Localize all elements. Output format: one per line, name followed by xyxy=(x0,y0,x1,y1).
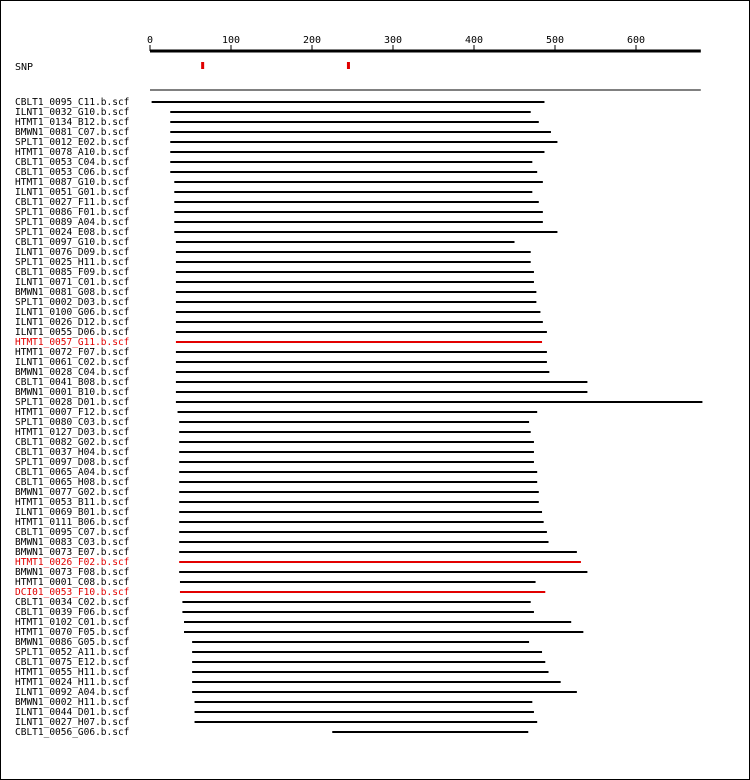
read-name[interactable]: ILNT1_0076_D09.b.scf xyxy=(15,247,130,258)
read-name[interactable]: ILNT1_0051_G01.b.scf xyxy=(15,187,130,198)
read-name[interactable]: DCI01_0053_F10.b.scf xyxy=(15,587,130,598)
ruler-tick-label: 400 xyxy=(464,35,484,46)
read-alignments xyxy=(15,97,702,738)
read-name[interactable]: ILNT1_0055_D06.b.scf xyxy=(15,327,130,338)
read-name[interactable]: CBLT1_0027_F11.b.scf xyxy=(15,197,130,208)
read-name[interactable]: ILNT1_0044_D01.b.scf xyxy=(15,707,130,718)
read-name[interactable]: HTMT1_0007_F12.b.scf xyxy=(15,407,130,418)
read-name[interactable]: BMWN1_0081_G08.b.scf xyxy=(15,287,130,298)
read-row xyxy=(15,727,528,738)
read-name[interactable]: ILNT1_0027_H07.b.scf xyxy=(15,717,130,728)
read-name[interactable]: HTMT1_0127_D03.b.scf xyxy=(15,427,130,438)
read-name[interactable]: HTMT1_0026_F02.b.scf xyxy=(15,557,130,568)
read-name[interactable]: CBLT1_0041_B08.b.scf xyxy=(15,377,130,388)
read-name[interactable]: HTMT1_0134_B12.b.scf xyxy=(15,117,130,128)
ruler-tick-label: 600 xyxy=(626,35,646,46)
read-name[interactable]: ILNT1_0100_G06.b.scf xyxy=(15,307,130,318)
ruler-tick-label: 200 xyxy=(302,35,322,46)
position-ruler xyxy=(147,35,701,51)
read-name[interactable]: BMWN1_0083_C03.b.scf xyxy=(15,537,130,548)
read-name[interactable]: CBLT1_0082_G02.b.scf xyxy=(15,437,130,448)
read-name[interactable]: SPLT1_0080_C03.b.scf xyxy=(15,417,130,428)
read-name[interactable]: BMWN1_0028_C04.b.scf xyxy=(15,367,130,378)
read-name[interactable]: ILNT1_0069_B01.b.scf xyxy=(15,507,130,518)
read-name[interactable]: HTMT1_0102_C01.b.scf xyxy=(15,617,130,628)
read-name[interactable]: ILNT1_0032_G10.b.scf xyxy=(15,107,130,118)
read-name[interactable]: BMWN1_0001_B10.b.scf xyxy=(15,387,130,398)
read-name[interactable]: HTMT1_0072_F07.b.scf xyxy=(15,347,130,358)
read-name[interactable]: CBLT1_0053_C06.b.scf xyxy=(15,167,130,178)
read-name[interactable]: SPLT1_0052_A11.b.scf xyxy=(15,647,130,658)
read-name[interactable]: CBLT1_0056_G06.b.scf xyxy=(15,727,130,738)
read-name[interactable]: BMWN1_0073_F08.b.scf xyxy=(15,567,130,578)
ruler-tick-label: 0 xyxy=(146,35,154,46)
read-name[interactable]: CBLT1_0065_H08.b.scf xyxy=(15,477,130,488)
read-name[interactable]: CBLT1_0097_G10.b.scf xyxy=(15,237,130,248)
read-name[interactable]: CBLT1_0034_C02.b.scf xyxy=(15,597,130,608)
read-name[interactable]: HTMT1_0087_G10.b.scf xyxy=(15,177,130,188)
snp-marker xyxy=(201,62,204,69)
read-name[interactable]: SPLT1_0086_F01.b.scf xyxy=(15,207,130,218)
alignment-canvas xyxy=(1,1,749,779)
read-name[interactable]: ILNT1_0071_C01.b.scf xyxy=(15,277,130,288)
read-name[interactable]: ILNT1_0092_A04.b.scf xyxy=(15,687,130,698)
read-name[interactable]: HTMT1_0078_A10.b.scf xyxy=(15,147,130,158)
read-name[interactable]: BMWN1_0002_H11.b.scf xyxy=(15,697,130,708)
read-name[interactable]: CBLT1_0053_C04.b.scf xyxy=(15,157,130,168)
snp-label: SNP xyxy=(15,62,34,73)
read-name[interactable]: CBLT1_0095_C11.b.scf xyxy=(15,97,130,108)
read-name[interactable]: BMWN1_0073_E07.b.scf xyxy=(15,547,130,558)
read-name[interactable]: SPLT1_0024_E08.b.scf xyxy=(15,227,130,238)
ruler-tick-label: 100 xyxy=(221,35,241,46)
read-name[interactable]: CBLT1_0037_H04.b.scf xyxy=(15,447,130,458)
snp-track xyxy=(15,62,701,90)
read-name[interactable]: BMWN1_0081_C07.b.scf xyxy=(15,127,130,138)
read-name[interactable]: CBLT1_0039_F06.b.scf xyxy=(15,607,130,618)
ruler-tick-label: 500 xyxy=(545,35,565,46)
read-name[interactable]: ILNT1_0061_C02.b.scf xyxy=(15,357,130,368)
read-name[interactable]: HTMT1_0055_H11.b.scf xyxy=(15,667,130,678)
read-name[interactable]: HTMT1_0001_C08.b.scf xyxy=(15,577,130,588)
read-name[interactable]: BMWN1_0086_G05.b.scf xyxy=(15,637,130,648)
snp-marker xyxy=(347,62,350,69)
read-name[interactable]: SPLT1_0012_E02.b.scf xyxy=(15,137,130,148)
read-name[interactable]: BMWN1_0077_G02.b.scf xyxy=(15,487,130,498)
read-name[interactable]: HTMT1_0053_B11.b.scf xyxy=(15,497,130,508)
read-name[interactable]: ILNT1_0026_D12.b.scf xyxy=(15,317,130,328)
read-name[interactable]: CBLT1_0065_A04.b.scf xyxy=(15,467,130,478)
read-name[interactable]: SPLT1_0002_D03.b.scf xyxy=(15,297,130,308)
read-name[interactable]: CBLT1_0075_E12.b.scf xyxy=(15,657,130,668)
read-name[interactable]: HTMT1_0111_B06.b.scf xyxy=(15,517,130,528)
read-name[interactable]: HTMT1_0070_F05.b.scf xyxy=(15,627,130,638)
read-name[interactable]: CBLT1_0095_C07.b.scf xyxy=(15,527,130,538)
read-name[interactable]: SPLT1_0089_A04.b.scf xyxy=(15,217,130,228)
read-name[interactable]: HTMT1_0057_G11.b.scf xyxy=(15,337,130,348)
read-name[interactable]: HTMT1_0024_H11.b.scf xyxy=(15,677,130,688)
read-name[interactable]: SPLT1_0028_D01.b.scf xyxy=(15,397,130,408)
read-name[interactable]: CBLT1_0085_F09.b.scf xyxy=(15,267,130,278)
read-name[interactable]: SPLT1_0097_D08.b.scf xyxy=(15,457,130,468)
read-name[interactable]: SPLT1_0025_H11.b.scf xyxy=(15,257,130,268)
ruler-tick-label: 300 xyxy=(383,35,403,46)
